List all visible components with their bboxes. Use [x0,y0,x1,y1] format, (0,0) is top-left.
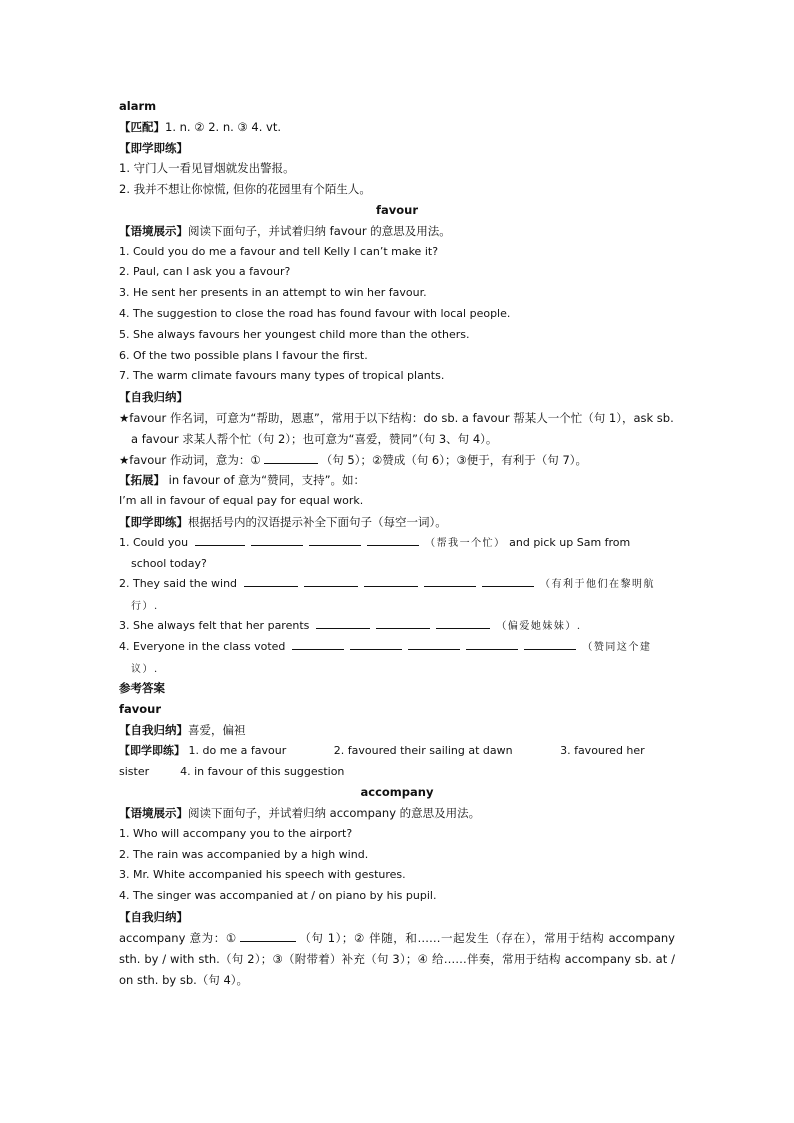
answers-summary-label: 【自我归纳】 [119,722,188,737]
exercise-2 [119,574,675,595]
answer-blank[interactable] [251,534,303,546]
answer-blank[interactable] [240,930,296,942]
exercise-4-hint-b: 议）. [131,663,159,675]
exercise-4 [119,637,675,658]
favour-extend-example: I’m all in favour of equal pay for equal work. [119,494,364,508]
answer-blank[interactable] [376,617,430,629]
favour-sentence-5: 5. She always favours her youngest child more than the others. [119,327,470,341]
exercise-2-hint-a: （有利于他们在黎明航 [540,579,656,591]
exercise-2-hint-b: 行）. [131,601,159,613]
exercise-4-cont [119,658,675,679]
exercise-3-prefix: 3. She always felt that her parents [119,618,310,632]
accompany-summary-rest: （句 1）；② 伴随，和……一起发生（存在），常用于结构 accompany sth. by / with sth.（句 2）；③（附带着）补充（句 3）；④ 给……伴奏，常用于结构 accompany sb. at / on sth. by sb.（句 4）。 [119,930,675,987]
accompany-sentence-2: 2. The rain was accompanied by a high wind. [119,847,369,861]
answer-1: 1. do me a favour [188,743,287,757]
answers-word: favour [119,702,162,717]
favour-sentence-7: 7. The warm climate favours many types of tropical plants. [119,369,445,383]
accompany-display-text: 阅读下面句子，并试着归纳 accompany 的意思及用法。 [188,806,481,821]
answer-blank[interactable] [244,575,298,587]
accompany-display-label: 【语境展示】 [119,806,188,821]
alarm-practice-label: 【即学即练】 [119,140,188,155]
alarm-practice-2: 2. 我并不想让你惊慌, 但你的花园里有个陌生人。 [119,182,371,197]
exercise-1 [119,533,675,554]
answer-blank[interactable] [304,575,358,587]
answers-summary-row [119,720,675,741]
favour-sentence-6: 6. Of the two possible plans I favour the first. [119,348,368,362]
favour-sentence-1: 1. Could you do me a favour and tell Kelly I can’t make it? [119,244,439,258]
answers-practice-row [119,741,675,762]
favour-extend-row [119,470,675,491]
worksheet-page [119,96,675,991]
answer-blank[interactable] [482,575,534,587]
answer-blank[interactable] [309,534,361,546]
answers-title: 参考答案 [119,681,165,696]
favour-summary-label: 【自我归纳】 [119,390,188,405]
answer-blank[interactable] [436,617,490,629]
extend-text: in favour of 意为“赞同，支持”。如： [165,473,366,488]
exercise-1-prefix: 1. Could you [119,535,189,549]
alarm-match-row [119,117,675,138]
exercise-1-suffix-b: school today? [131,556,207,570]
answer-3: 3. favoured her [560,743,645,757]
exercise-1-suffix-a: and pick up Sam from [509,535,631,549]
exercise-1-hint: （帮我一个忙） [425,537,506,549]
accompany-summary-label: 【自我归纳】 [119,910,188,925]
match-label: 【匹配】 [119,119,165,134]
answers-practice-label: 【即学即练】 [119,743,185,757]
favour-sentence-3: 3. He sent her presents in an attempt to win her favour. [119,286,427,300]
answer-blank[interactable] [292,638,344,650]
answers-summary-text: 喜爱，偏袒 [188,722,246,737]
answer-blank[interactable] [424,575,476,587]
favour-sentence-4: 4. The suggestion to close the road has found favour with local people. [119,306,511,320]
favour-practice-row [119,512,675,533]
favour-summary-noun: ★favour 作名词，可意为“帮助，恩惠”，常用于以下结构：do sb. a favour 帮某人一个忙（句 1），ask sb. a favour 求某人帮个忙（句 2）；也可意为“喜爱，赞同”（句 3、句 4）。 [119,410,674,446]
display-text: 阅读下面句子，并试着归纳 favour 的意思及用法。 [188,223,451,238]
answer-blank[interactable] [408,638,460,650]
answer-blank[interactable] [466,638,518,650]
accompany-sentence-3: 3. Mr. White accompanied his speech with gestures. [119,868,406,882]
favour-title: favour [375,202,419,217]
accompany-sentence-4: 4. The singer was accompanied at / on piano by his pupil. [119,889,437,903]
answer-3-cont: sister [119,764,150,778]
exercise-1-cont [119,554,675,575]
practice-label: 【即学即练】 [119,514,188,529]
favour-sentence-2: 2. Paul, can I ask you a favour? [119,265,291,279]
answer-blank[interactable] [316,617,370,629]
display-label: 【语境展示】 [119,223,188,238]
exercise-4-hint-a: （赞同这个建 [582,641,652,653]
summary-verb-suffix: （句 5）；②赞成（句 6）；③便于，有利于（句 7）。 [320,452,588,467]
answer-4: 4. in favour of this suggestion [180,764,345,778]
answer-2: 2. favoured their sailing at dawn [333,743,513,757]
alarm-title: alarm [119,99,157,113]
accompany-display-row [119,803,675,824]
answer-blank[interactable] [264,452,318,464]
answer-blank[interactable] [350,638,402,650]
answer-blank[interactable] [364,575,418,587]
exercise-2-cont [119,595,675,616]
practice-text: 根据括号内的汉语提示补全下面句子（每空一词）。 [188,514,447,529]
accompany-summary [119,928,675,991]
alarm-practice-1: 1. 守门人一看见冒烟就发出警报。 [119,161,295,176]
accompany-summary-prefix: accompany 意为：① [119,930,237,945]
exercise-3-hint: （偏爱她妹妹）. [496,620,582,632]
answer-blank[interactable] [195,534,245,546]
favour-summary-verb [119,450,675,471]
summary-verb-prefix: ★favour 作动词，意为：① [119,452,261,467]
exercise-4-prefix: 4. Everyone in the class voted [119,639,286,653]
match-answers: 1. n. ② 2. n. ③ 4. vt. [165,119,281,134]
answer-blank[interactable] [367,534,419,546]
exercise-3 [119,616,675,637]
favour-display-row [119,221,675,242]
answer-blank[interactable] [524,638,576,650]
accompany-sentence-1: 1. Who will accompany you to the airport? [119,826,353,840]
exercise-2-prefix: 2. They said the wind [119,577,238,591]
answers-practice-row-2 [119,762,675,783]
accompany-title: accompany [360,785,434,800]
extend-label: 【拓展】 [119,473,165,488]
